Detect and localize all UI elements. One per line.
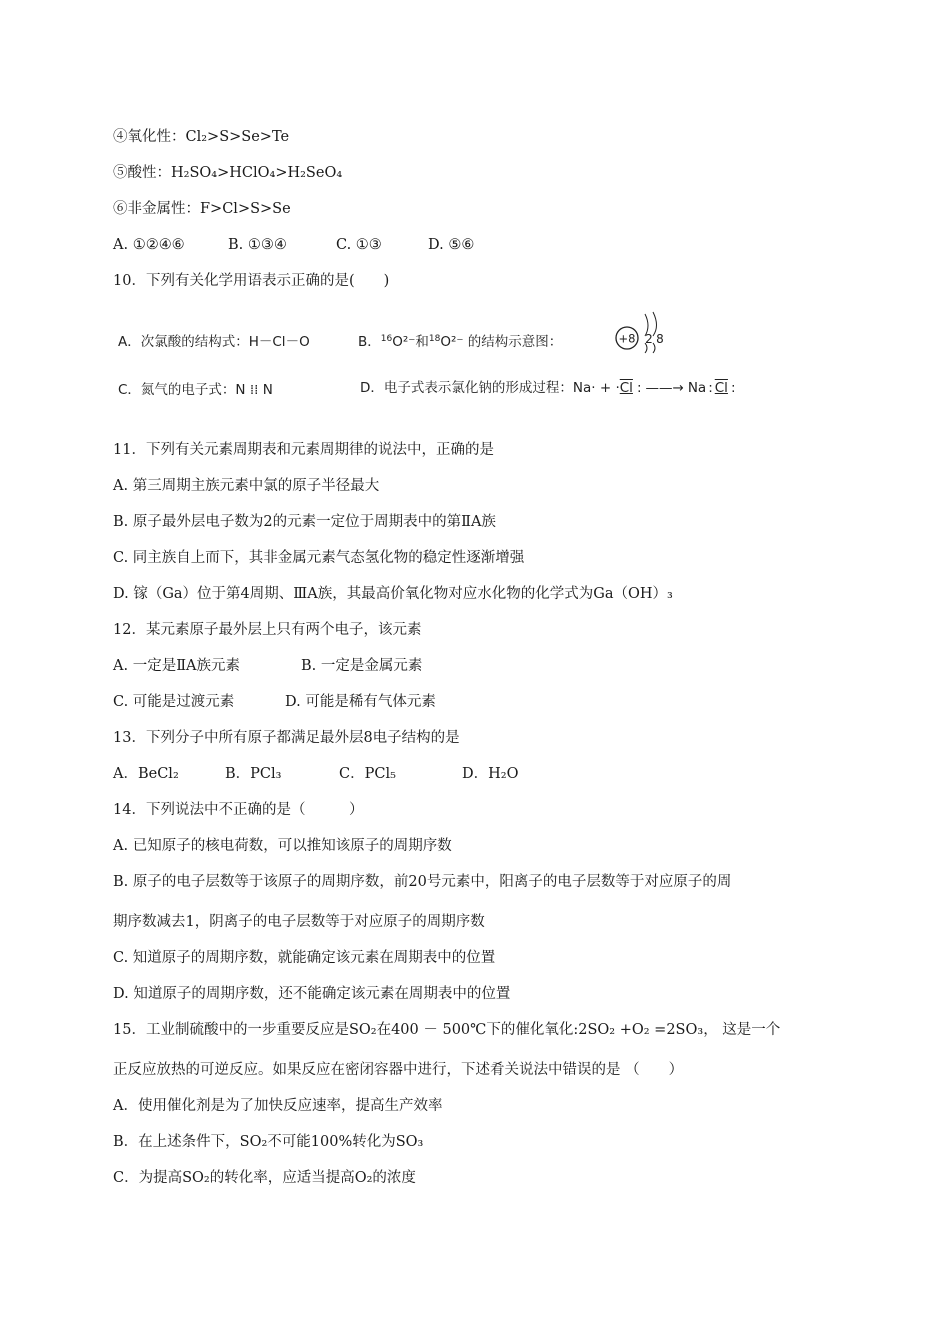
q14-option-d: D. 知道原子的周期序数，还不能确定该元素在周期表中的位置 (113, 986, 511, 1002)
statement-6: ⑥非金属性：F>Cl>S>Se (113, 201, 291, 217)
q12-options-cd (113, 692, 436, 712)
shell-2-count: 8 (656, 332, 664, 346)
q13-options (113, 764, 518, 784)
q13-option-b: B．PCl₃ (225, 766, 282, 782)
q15-option-a: A．使用催化剂是为了加快反应速率，提高生产效率 (113, 1098, 443, 1114)
q9-option-a: A. ①②④⑥ (113, 237, 185, 253)
q13-option-c: C．PCl₅ (339, 766, 396, 782)
q15-stem-line1: 15．工业制硫酸中的一步重要反应是SO₂在400 － 500℃下的催化氧化:2SO₂ +O₂ =2SO₃， 这是一个 (113, 1022, 781, 1038)
q13-stem: 13．下列分子中所有原子都满足最外层8电子结构的是 (113, 730, 460, 746)
q10-option-c: C．氮气的电子式：N ⁞⁞ N (118, 382, 273, 398)
q11-option-c: C. 同主族自上而下，其非金属元素气态氢化物的稳定性逐渐增强 (113, 550, 525, 566)
q11-option-d: D. 镓（Ga）位于第4周期、ⅢA族，其最高价氧化物对应水化物的化学式为Ga（OH）₃ (113, 586, 673, 602)
q14-stem: 14．下列说法中不正确的是（ ） (113, 802, 364, 818)
q9-option-b: B. ①③④ (228, 237, 287, 253)
statement-4: ④氧化性：Cl₂>S>Se>Te (113, 129, 290, 145)
q9-options (113, 235, 474, 255)
q14-option-c: C. 知道原子的周期序数，就能确定该元素在周期表中的位置 (113, 950, 496, 966)
statement-5: ⑤酸性：H₂SO₄>HClO₄>H₂SeO₄ (113, 165, 343, 181)
nucleus-charge: +8 (618, 331, 636, 346)
atom-structure-diagram (587, 306, 687, 356)
q12-option-d: D. 可能是稀有气体元素 (285, 694, 436, 710)
q9-option-c: C. ①③ (336, 237, 382, 253)
q10-option-b: B．$^{16}$O²⁻和$^{18}$O²⁻ 的结构示意图： (358, 334, 563, 350)
q14-option-b-line2: 期序数减去1，阴离子的电子层数等于对应原子的周期序数 (113, 914, 485, 930)
q13-option-a: A．BeCl₂ (113, 766, 179, 782)
q9-option-d: D. ⑤⑥ (428, 237, 475, 253)
q10-option-a: A．次氯酸的结构式：H－Cl－O (118, 334, 310, 350)
q12-option-b: B. 一定是金属元素 (301, 658, 423, 674)
q13-option-d: D．H₂O (462, 766, 519, 782)
q12-option-c: C. 可能是过渡元素 (113, 694, 235, 710)
q14-option-b-line1: B. 原子的电子层数等于该原子的周期序数，前20号元素中，阳离子的电子层数等于对应原子的周 (113, 874, 732, 890)
shell-1-count: 2 (645, 332, 653, 346)
q14-option-a: A. 已知原子的核电荷数，可以推知该原子的周期序数 (113, 838, 452, 854)
q11-stem: 11．下列有关元素周期表和元素周期律的说法中，正确的是 (113, 442, 494, 458)
q12-option-a: A. 一定是ⅡA族元素 (113, 658, 241, 674)
q12-stem: 12．某元素原子最外层上只有两个电子，该元素 (113, 622, 422, 638)
q10-option-d: D．电子式表示氯化钠的形成过程：Na· + ·Cl : ——→ Na : Cl : (360, 380, 736, 396)
q11-option-a: A. 第三周期主族元素中氯的原子半径最大 (113, 478, 380, 494)
q15-stem-line2: 正反应放热的可逆反应。如果反应在密闭容器中进行，下述肴关说法中错误的是 （ ） (113, 1062, 684, 1078)
q15-option-b: B．在上述条件下，SO₂不可能100%转化为SO₃ (113, 1134, 424, 1150)
q11-option-b: B. 原子最外层电子数为2的元素一定位于周期表中的第ⅡA族 (113, 514, 496, 530)
q10-stem: 10．下列有关化学用语表示正确的是( ) (113, 273, 390, 289)
q15-option-c: C．为提高SO₂的转化率，应适当提高O₂的浓度 (113, 1170, 416, 1186)
q12-options-ab (113, 656, 422, 676)
shell-arc-2-bottom (653, 343, 655, 353)
